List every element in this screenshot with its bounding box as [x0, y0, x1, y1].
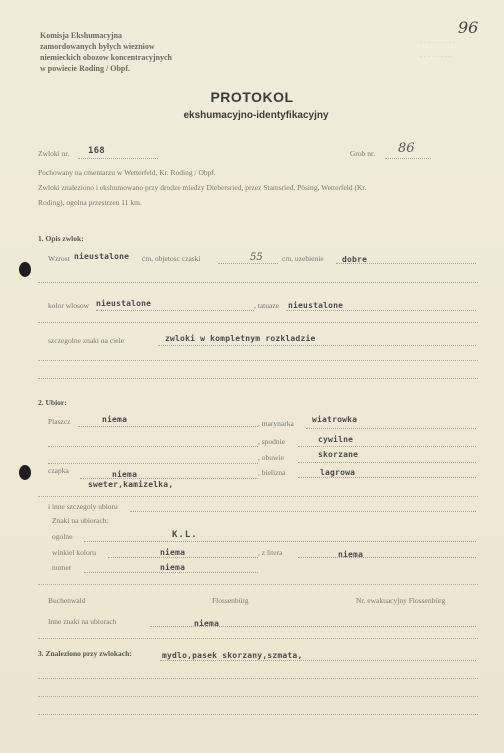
tatuaze-label: , tatuaze: [254, 301, 279, 310]
uzebienie-value: dobre: [342, 255, 368, 264]
spodnie-value: cywilne: [318, 435, 354, 444]
section-3-title: 3. Znaleziono przy zwlokach:: [38, 649, 132, 658]
czaszka-value: 55: [250, 252, 263, 263]
inne-znaki-label: Inne znaki na ubiorach: [48, 617, 117, 626]
winkiel-koloru-value: niema: [160, 548, 186, 557]
header-line-1: Komisja Ekshumacyjna: [40, 31, 123, 40]
document-title: PROTOKOL: [210, 89, 294, 105]
zwloki-znaleziono-line1: Zwloki znaleziono i ekshumowano przy drodze miedzy Diebersried, przez Stamsried, Pösing, Wetterfeld (Kr.: [38, 183, 367, 192]
numer-label: numer: [52, 563, 72, 572]
header-line-4: w powiecie Roding / Obpf.: [40, 64, 131, 73]
document-page: - - - - - - - - - - - - - - - - - 96 Komisja Ekshumacyjna zamordowanych byłych wiezniow niemieckich obozow koncentracyjnych w powiecie Roding / Obpf. PROTOKOL ekshumacyjno-identyfikacyjny Zwloki nr. 168 Grob nr. 86 Pochowany na cmentarzu w Wetterfeld, Kr. Roding / Obpf. Zwloki znaleziono i ekshumowano przy drodze miedzy Diebersried, przez Stamsried, Pösing, Wetterfeld (Kr. Roding), ogolna przestrzen 11 km. 1. Opis zwlok: Wzrost nieustalone cm, objetosc czaski 55 cm, uzebienie dobre kolor wlosow nieustalone , tatuaze nieustalone szczegolne znaki na ciele zwloki w kompletnym rozkladzie 2. Ubior: Plaszcz niema , marynarka wiatrowka , spodnie cywilne , obuwie skorzane czapka niema sweter,kamizelka, , bielizna lagrowa i inne szczegoly ubioru Znaki na ubiorach: ogolne K.L. winkiel koloru niema , z litera niema numer niema Buchenwald Flossenbürg Nr. ewakuacyjny Flossenbürg Inne znaki na ubiorach niema 3. Znaleziono przy zwlokach: mydlo,pasek skorzany,szmata,: [0, 0, 504, 753]
obuwie-label: , obuwie: [258, 453, 284, 462]
inne-szczegoly-label: i inne szczegoly ubioru: [48, 502, 118, 511]
cm-objetosc-label: cm, objetosc czaski: [142, 254, 201, 263]
grob-nr-label: Grob nr.: [350, 149, 375, 158]
nr-ewakuacyjny-label: Nr. ewakuacyjny Flossenbürg: [356, 596, 446, 605]
section-1-title: 1. Opis zwlok:: [38, 234, 84, 243]
numer-value: niema: [160, 563, 186, 572]
flossenburg-label: Flossenbürg: [212, 596, 249, 605]
tatuaze-value: nieustalone: [288, 301, 344, 310]
obuwie-value: skorzane: [318, 450, 359, 459]
zwloki-nr-value: 168: [88, 146, 105, 156]
winkiel-koloru-label: winkiel koloru: [52, 548, 96, 557]
spodnie-label: , spodnie: [258, 437, 286, 446]
pochowany-text: Pochowany na cmentarzu w Wetterfeld, Kr. Roding / Obpf.: [38, 168, 216, 177]
header-line-2: zamordowanych byłych wiezniow: [40, 42, 155, 51]
zwloki-nr-label: Zwloki nr.: [38, 149, 70, 158]
kolor-wlosow-value: nieustalone: [96, 299, 152, 308]
wzrost-label: Wzrost: [48, 254, 70, 263]
page-number: 96: [458, 18, 479, 37]
zwloki-znaleziono-line2: Roding), ogolna przestrzen 11 km.: [38, 198, 142, 207]
marynarka-label: , marynarka: [258, 419, 294, 428]
plaszcz-label: Plaszcz: [48, 417, 71, 426]
marynarka-value: wiatrowka: [312, 415, 358, 424]
ogolne-value: K.L.: [172, 530, 198, 540]
plaszcz-value: niema: [102, 415, 128, 424]
grob-nr-value: 86: [398, 141, 415, 156]
header-line-3: niemieckich obozow koncentracyjnych: [40, 53, 172, 62]
punch-hole-bottom: [19, 465, 31, 480]
szczegolne-znaki-value: zwloki w kompletnym rozkladzie: [165, 334, 316, 343]
buchenwald-label: Buchenwald: [48, 596, 86, 605]
kolor-wlosow-label: kolor wlosow: [48, 301, 90, 310]
wzrost-value: nieustalone: [74, 252, 130, 261]
section-2-title: 2. Ubior:: [38, 398, 67, 407]
szczegolne-znaki-label: szczegolne znaki na ciele: [48, 336, 124, 345]
czapka-value: niema: [112, 470, 138, 479]
inne-znaki-value: niema: [194, 619, 220, 628]
znaleziono-value: mydlo,pasek skorzany,szmata,: [162, 651, 303, 660]
cm-uzebienie-label: cm, uzebienie: [282, 254, 324, 263]
document-subtitle: ekshumacyjno-identyfikacyjny: [183, 110, 329, 121]
bielizna-label: , bielizna: [258, 468, 286, 477]
bielizna-value: lagrowa: [320, 468, 356, 477]
znaki-na-ubiorach-label: Znaki na ubiorach:: [52, 516, 109, 525]
punch-hole-top: [19, 262, 31, 277]
sweter-value: sweter,kamizelka,: [88, 480, 174, 489]
ogolne-label: ogolne: [52, 532, 73, 541]
z-litera-label: , z litera: [258, 548, 283, 557]
czapka-label: czapka: [48, 466, 69, 475]
z-litera-value: niema: [338, 550, 364, 559]
